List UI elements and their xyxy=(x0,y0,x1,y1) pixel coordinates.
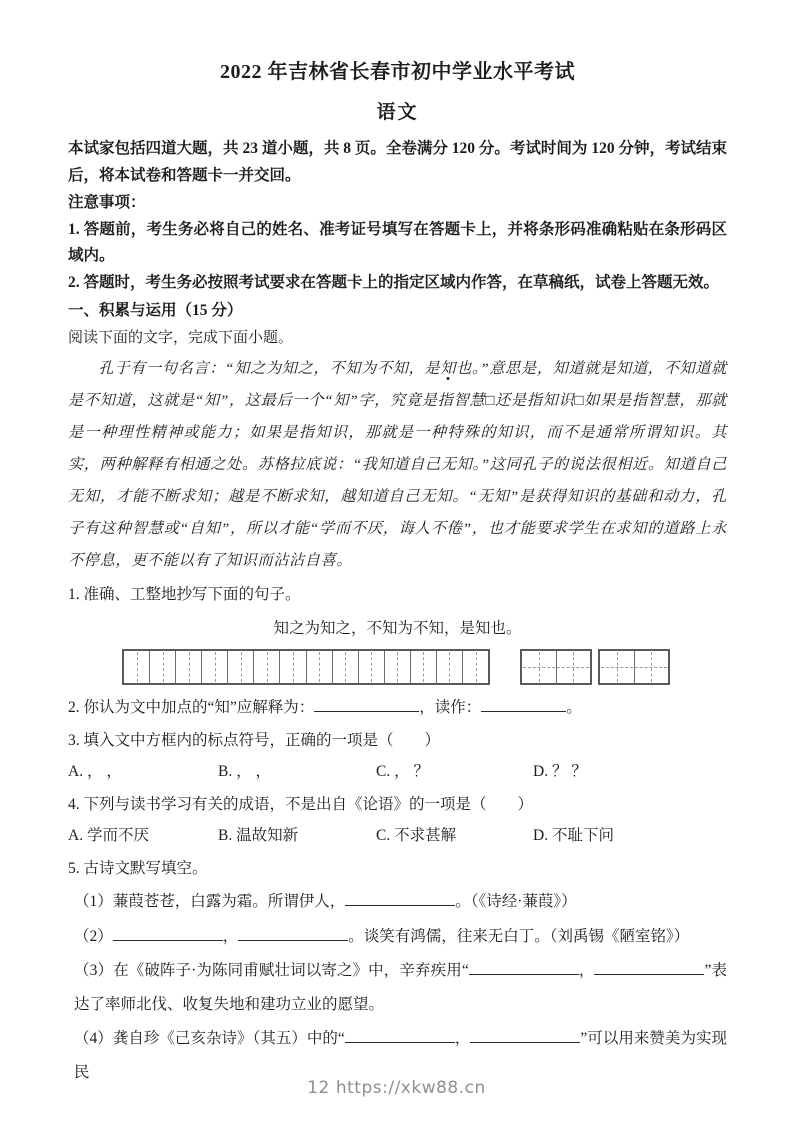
answer-blank xyxy=(594,959,704,975)
item-4-mid: ， xyxy=(454,1030,471,1047)
option-c: C. ， ？ xyxy=(376,763,429,780)
option-a: A. ， ， xyxy=(68,763,122,780)
option-c: C. 不求甚解 xyxy=(376,827,457,844)
question-1-sentence: 知之为知之，不知为不知，是知也。 xyxy=(273,620,522,637)
question-2-end: 。 xyxy=(566,699,582,716)
exam-intro: 本试家包括四道大题，共 23 道小题，共 8 页。全卷满分 120 分。考试时间为 120 分钟，考试结束后，将本试卷和答题卡一并交回。 xyxy=(68,140,727,184)
answer-blank xyxy=(113,925,223,941)
answer-blank xyxy=(481,696,566,712)
notice-item-2: 2. 答题时，考生务必按照考试要求在答题卡上的指定区域内作答，在草稿纸，试卷上答题无效。 xyxy=(68,273,720,291)
notice-item-1: 1. 答题前，考生务必将自己的姓名、准考证号填写在答题卡上，并将条形码准确粘贴在条形码区域内。 xyxy=(68,220,727,264)
question-3-stem: 3. 填入文中方框内的标点符号，正确的一项是（ ） xyxy=(68,732,441,749)
item-2-source: 。谈笑有鸿儒，往来无白丁。（刘禹锡《陋室铭》） xyxy=(348,927,690,945)
item-1-source: 。（《诗经·蒹葭》） xyxy=(455,893,577,910)
notice-heading: 注意事项： xyxy=(68,194,146,211)
question-4-options xyxy=(68,821,727,851)
item-3-text: （3）在《破阵子·为陈同甫赋壮词以寄之》中，辛弃疾用“ xyxy=(74,962,469,979)
question-2 xyxy=(68,693,727,723)
writing-grid-tian-group-1 xyxy=(520,649,592,685)
reading-prompt: 阅读下面的文字，完成下面小题。 xyxy=(68,330,294,346)
writing-grid-tian-group-2 xyxy=(598,649,670,685)
question-3-options xyxy=(68,757,727,787)
question-2-stem: 2. 你认为文中加点的“知”应解释为： xyxy=(68,699,315,716)
answer-blank xyxy=(238,925,348,941)
question-5-item-2 xyxy=(68,920,727,954)
question-5-item-3 xyxy=(68,954,727,1021)
emphasized-char: 知 xyxy=(440,360,457,377)
option-a: A. 学而不厌 xyxy=(68,827,149,844)
writing-grid-strip xyxy=(122,649,490,685)
page-number: 12 xyxy=(307,1078,330,1098)
question-5-item-1 xyxy=(68,885,727,919)
option-d: D. 不耻下问 xyxy=(533,827,614,844)
answer-blank xyxy=(345,890,455,906)
question-5-stem: 5. 古诗文默写填空。 xyxy=(68,860,208,877)
item-2-mid: ， xyxy=(222,927,239,945)
page-title: 2022 年吉林省长春市初中学业水平考试 xyxy=(220,61,575,83)
passage-text-after-dot: 也。”意思是，知道就是知道，不知道就是不知道，这就是“知”，这最后一个“知”字，究竟是指智慧□还是指知识□如果是指智慧，那就是一种理性精神或能力；如果是指知识，那就是一种特殊的知识，而不是通常所谓知识。其实，两种解释有相通之处。苏格拉底说：“我知道自己无知。”这同孔子的说法很相近。知道自己无知，才能不断求知；越是不断求知，越知道自己无知。“无知”是获得知识的基础和动力，孔子有这种智慧或“自知”，所以才能“学而不厌，诲人不倦”，也才能要求学生在求知的道路上永不停息，更不能以有了知识而沾沾自喜。 xyxy=(68,360,727,569)
item-3-end: ”表达了率师北伐、收复失地和建功立业的愿望。 xyxy=(74,962,727,1013)
item-4-text: （4）龚自珍《己亥杂诗》（其五）中的“ xyxy=(74,1030,345,1047)
question-4-stem: 4. 下列与读书学习有关的成语，不是出自《论语》的一项是（ ） xyxy=(68,796,534,813)
answer-blank xyxy=(314,696,419,712)
item-2-text: （2） xyxy=(74,927,113,945)
watermark-link: https://xkw88.cn xyxy=(335,1078,486,1098)
question-2-mid: ，读作： xyxy=(419,699,482,716)
answer-blank xyxy=(345,1027,455,1043)
option-d: D. ？ ？ xyxy=(533,763,587,780)
item-1-text: （1）蒹葭苍苍，白露为霜。所谓伊人， xyxy=(74,893,346,910)
option-b: B. ， ， xyxy=(218,763,271,780)
passage-text-before-dot: 孔于有一句名言：“知之为知之，不知为不知，是 xyxy=(98,360,441,377)
page-footer xyxy=(0,1078,793,1098)
question-1-stem: 1. 准确、工整地抄写下面的句子。 xyxy=(68,586,301,603)
copy-writing-grid xyxy=(122,649,727,685)
item-4-end: ”可以用来赞美为实现民 xyxy=(74,1030,727,1081)
subject-title: 语文 xyxy=(376,102,419,123)
option-b: B. 温故知新 xyxy=(218,827,299,844)
answer-blank xyxy=(469,959,579,975)
item-3-mid: ， xyxy=(578,962,595,979)
answer-blank xyxy=(470,1027,580,1043)
reading-passage xyxy=(68,353,727,577)
section-1-heading: 一、积累与运用（15 分） xyxy=(68,302,243,319)
